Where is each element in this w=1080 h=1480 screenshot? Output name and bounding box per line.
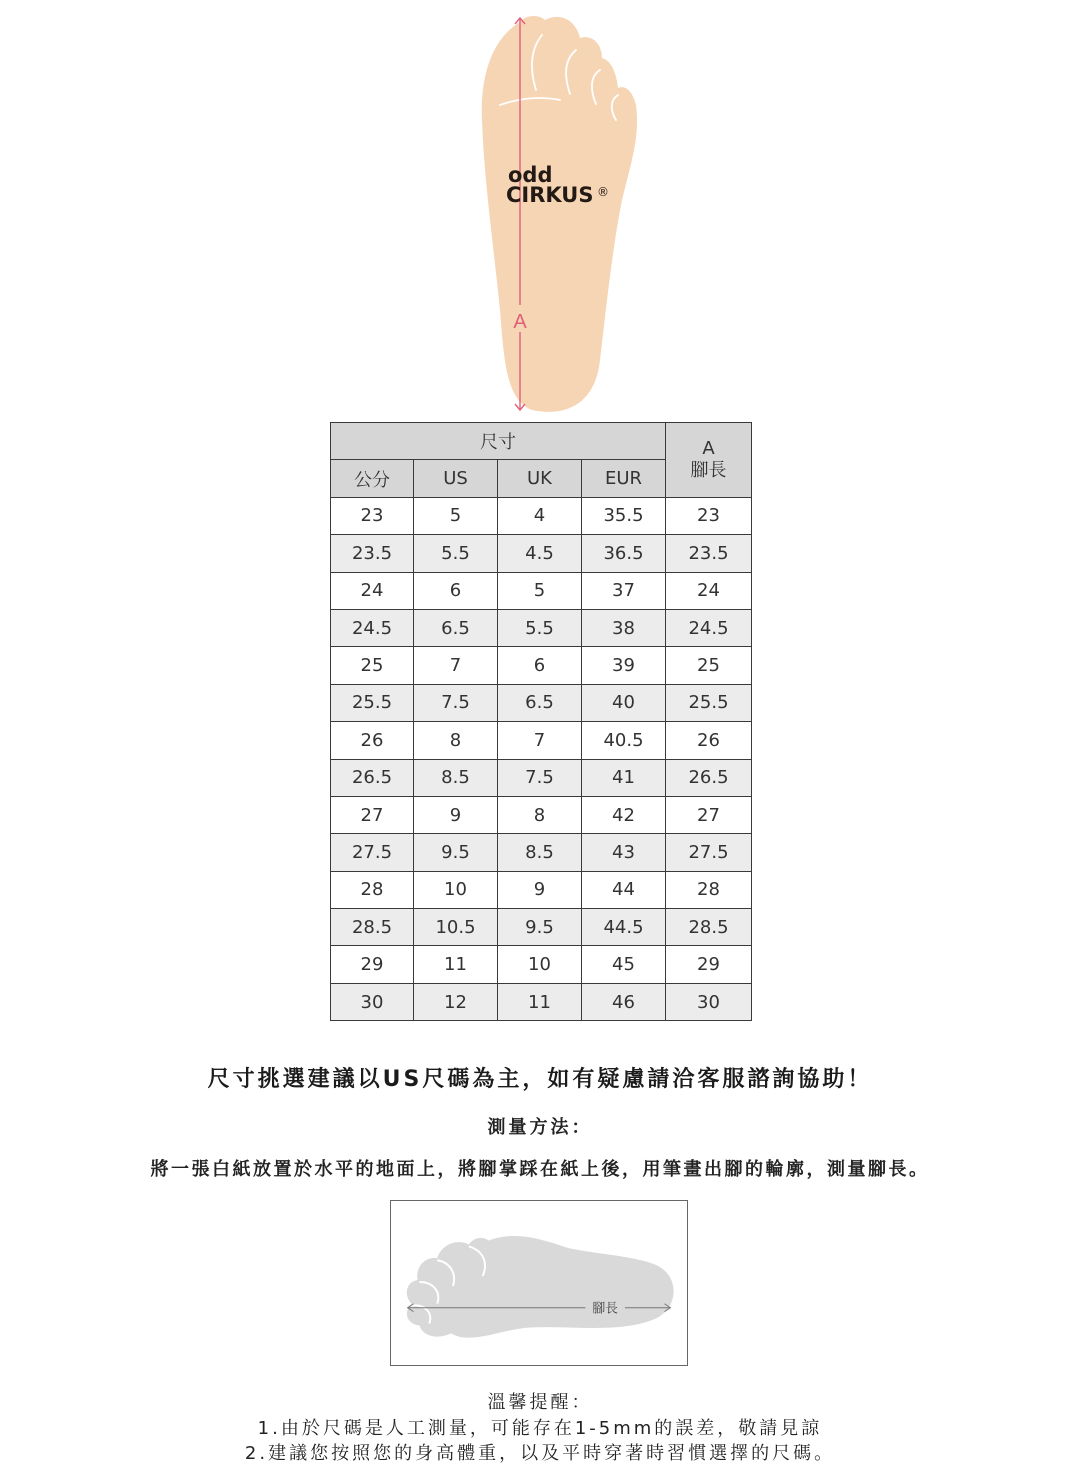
cell-cm: 27 bbox=[331, 796, 414, 833]
cell-us: 5 bbox=[414, 497, 498, 534]
foot-sole-illustration bbox=[460, 10, 660, 420]
cell-us: 9.5 bbox=[414, 834, 498, 871]
size-row bbox=[331, 684, 752, 721]
brand-logo-line2: CIRKUS bbox=[506, 183, 594, 207]
foot-length-header-letter: A bbox=[702, 437, 715, 459]
size-row bbox=[331, 647, 752, 684]
size-row bbox=[331, 871, 752, 908]
size-chart-table bbox=[330, 422, 752, 1021]
cell-cm: 28.5 bbox=[331, 909, 414, 946]
cell-uk: 11 bbox=[498, 983, 582, 1020]
cell-uk: 10 bbox=[498, 946, 582, 983]
cell-foot-length: 26 bbox=[666, 722, 752, 759]
cell-cm: 27.5 bbox=[331, 834, 414, 871]
cell-us: 7.5 bbox=[414, 684, 498, 721]
tip-line-2: 2.建議您按照您的身高體重，以及平時穿著時習慣選擇的尺碼。 bbox=[244, 1443, 836, 1464]
column-header-uk: UK bbox=[498, 460, 582, 497]
cell-us: 7 bbox=[414, 647, 498, 684]
column-header-us: US bbox=[414, 460, 498, 497]
size-row bbox=[331, 609, 752, 646]
cell-uk: 8 bbox=[498, 796, 582, 833]
cell-us: 6 bbox=[414, 572, 498, 609]
cell-us: 10.5 bbox=[414, 909, 498, 946]
cell-cm: 25.5 bbox=[331, 684, 414, 721]
cell-us: 10 bbox=[414, 871, 498, 908]
cell-uk: 4.5 bbox=[498, 535, 582, 572]
size-row bbox=[331, 909, 752, 946]
cell-uk: 9.5 bbox=[498, 909, 582, 946]
cell-eur: 44.5 bbox=[582, 909, 666, 946]
registered-mark: ® bbox=[597, 185, 609, 199]
cell-uk: 8.5 bbox=[498, 834, 582, 871]
cell-us: 8 bbox=[414, 722, 498, 759]
foot-length-header bbox=[666, 423, 752, 498]
cell-foot-length: 23.5 bbox=[666, 535, 752, 572]
size-row bbox=[331, 946, 752, 983]
cell-us: 6.5 bbox=[414, 609, 498, 646]
column-header-eur: EUR bbox=[582, 460, 666, 497]
method-text: 將一張白紙放置於水平的地面上，將腳掌踩在紙上後，用筆畫出腳的輪廓，測量腳長。 bbox=[150, 1159, 930, 1180]
cell-eur: 36.5 bbox=[582, 535, 666, 572]
cell-cm: 30 bbox=[331, 983, 414, 1020]
size-row bbox=[331, 572, 752, 609]
cell-uk: 5 bbox=[498, 572, 582, 609]
cell-cm: 23.5 bbox=[331, 535, 414, 572]
measure-label: A bbox=[513, 311, 527, 333]
brand-logo-line1: odd bbox=[508, 163, 553, 187]
tip-line-1: 1.由於尺碼是人工測量，可能存在1-5mm的誤差，敬請見諒 bbox=[257, 1418, 823, 1439]
cell-cm: 26.5 bbox=[331, 759, 414, 796]
cell-uk: 4 bbox=[498, 497, 582, 534]
cell-eur: 45 bbox=[582, 946, 666, 983]
cell-cm: 28 bbox=[331, 871, 414, 908]
cell-foot-length: 24.5 bbox=[666, 609, 752, 646]
cell-foot-length: 23 bbox=[666, 497, 752, 534]
foot-sole-shape bbox=[482, 16, 637, 412]
cell-eur: 46 bbox=[582, 983, 666, 1020]
cell-foot-length: 25 bbox=[666, 647, 752, 684]
cell-cm: 24 bbox=[331, 572, 414, 609]
size-row bbox=[331, 759, 752, 796]
foot-length-diagram bbox=[390, 1200, 688, 1366]
size-row bbox=[331, 722, 752, 759]
cell-eur: 41 bbox=[582, 759, 666, 796]
cell-uk: 9 bbox=[498, 871, 582, 908]
cell-foot-length: 27.5 bbox=[666, 834, 752, 871]
cell-eur: 35.5 bbox=[582, 497, 666, 534]
size-advice: 尺寸挑選建議以US尺碼為主，如有疑慮請洽客服諮詢協助！ bbox=[207, 1067, 873, 1092]
cell-eur: 38 bbox=[582, 609, 666, 646]
cell-us: 12 bbox=[414, 983, 498, 1020]
cell-eur: 37 bbox=[582, 572, 666, 609]
cell-eur: 39 bbox=[582, 647, 666, 684]
cell-foot-length: 27 bbox=[666, 796, 752, 833]
cell-foot-length: 24 bbox=[666, 572, 752, 609]
cell-eur: 40 bbox=[582, 684, 666, 721]
cell-eur: 43 bbox=[582, 834, 666, 871]
foot-sole-diagram bbox=[460, 10, 660, 420]
foot-outline-shape bbox=[407, 1236, 674, 1338]
cell-foot-length: 29 bbox=[666, 946, 752, 983]
size-header: 尺寸 bbox=[331, 423, 666, 460]
cell-uk: 7.5 bbox=[498, 759, 582, 796]
size-row bbox=[331, 983, 752, 1020]
cell-us: 8.5 bbox=[414, 759, 498, 796]
column-header-cm: 公分 bbox=[331, 460, 414, 497]
cell-foot-length: 30 bbox=[666, 983, 752, 1020]
cell-uk: 5.5 bbox=[498, 609, 582, 646]
cell-foot-length: 28.5 bbox=[666, 909, 752, 946]
cell-cm: 24.5 bbox=[331, 609, 414, 646]
cell-cm: 26 bbox=[331, 722, 414, 759]
cell-us: 11 bbox=[414, 946, 498, 983]
size-row bbox=[331, 535, 752, 572]
cell-uk: 6.5 bbox=[498, 684, 582, 721]
foot-length-header-label: 腳長 bbox=[690, 459, 727, 481]
cell-foot-length: 26.5 bbox=[666, 759, 752, 796]
cell-eur: 44 bbox=[582, 871, 666, 908]
foot-side-illustration bbox=[391, 1201, 687, 1365]
cell-cm: 25 bbox=[331, 647, 414, 684]
cell-uk: 7 bbox=[498, 722, 582, 759]
size-row bbox=[331, 497, 752, 534]
cell-foot-length: 28 bbox=[666, 871, 752, 908]
cell-us: 9 bbox=[414, 796, 498, 833]
length-label: 腳長 bbox=[592, 1301, 619, 1317]
cell-foot-length: 25.5 bbox=[666, 684, 752, 721]
tips-title: 溫馨提醒： bbox=[487, 1392, 593, 1413]
method-title: 測量方法： bbox=[487, 1117, 593, 1138]
size-row bbox=[331, 834, 752, 871]
size-table-body bbox=[331, 497, 752, 1020]
size-row bbox=[331, 796, 752, 833]
cell-us: 5.5 bbox=[414, 535, 498, 572]
cell-uk: 6 bbox=[498, 647, 582, 684]
cell-cm: 23 bbox=[331, 497, 414, 534]
cell-eur: 40.5 bbox=[582, 722, 666, 759]
cell-eur: 42 bbox=[582, 796, 666, 833]
cell-cm: 29 bbox=[331, 946, 414, 983]
